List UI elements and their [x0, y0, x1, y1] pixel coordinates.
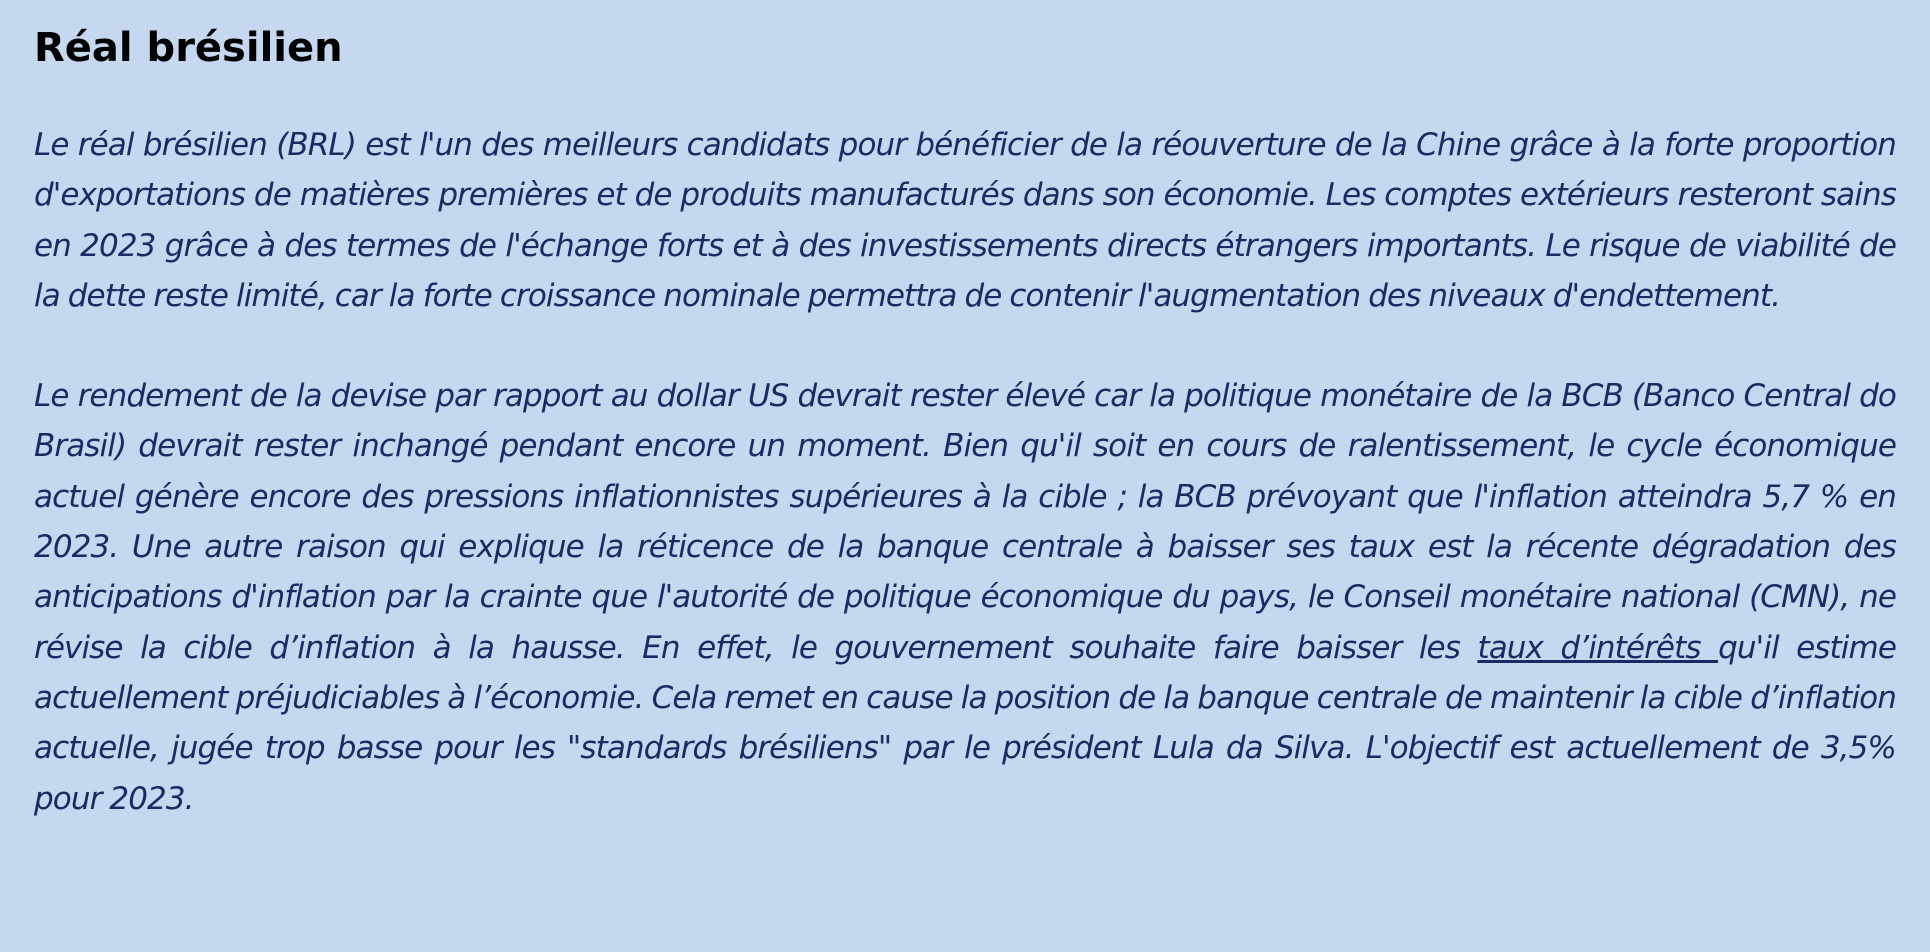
paragraph-2 — [34, 371, 1896, 824]
page-title: Réal brésilien — [34, 25, 343, 71]
paragraph-2-text-before-link: Le rendement de la devise par rapport au dollar US devrait rester élevé car la politique monétaire de la BCB (Banco Central do Brasil) devrait rester inchangé pendant encore un moment. Bien qu'il soit en cours de ralentissement, le cycle économique actuel génère encore des pressions inflationnistes supérieures à la cible ; la BCB prévoyant que l'inflation atteindra 5,7 % en 2023. Une autre raison qui explique la réticence de la banque centrale à baisser ses taux est la récente dégradation des anticipations d'inflation par la crainte que l'autorité de politique économique du pays, le Conseil monétaire national (CMN), ne révise la cible d’inflation à la hausse. En effet, le gouvernement souhaite faire baisser les — [34, 378, 1896, 666]
interest-rates-link[interactable]: taux d’intérêts — [1477, 629, 1719, 666]
paragraph-1: Le réal brésilien (BRL) est l'un des meilleurs candidats pour bénéficier de la réouverture de la Chine grâce à la forte proportion d'exportations de matières premières et de produits manufacturés dans son économie. Les comptes extérieurs resteront sains en 2023 grâce à des termes de l'échange forts et à des investissements directs étrangers importants. Le risque de viabilité de la dette reste limité, car la forte croissance nominale permettra de contenir l'augmentation des niveaux d'endettement. — [34, 127, 1896, 314]
paragraph-2-text-after-link: qu'il estime actuellement préjudiciables à l’économie. Cela remet en cause la position de la banque centrale de maintenir la cible d’inflation actuelle, jugée trop basse pour les "standards brésiliens" par le président Lula da Silva. L'objectif est actuellement de 3,5% pour 2023. — [34, 629, 1896, 817]
